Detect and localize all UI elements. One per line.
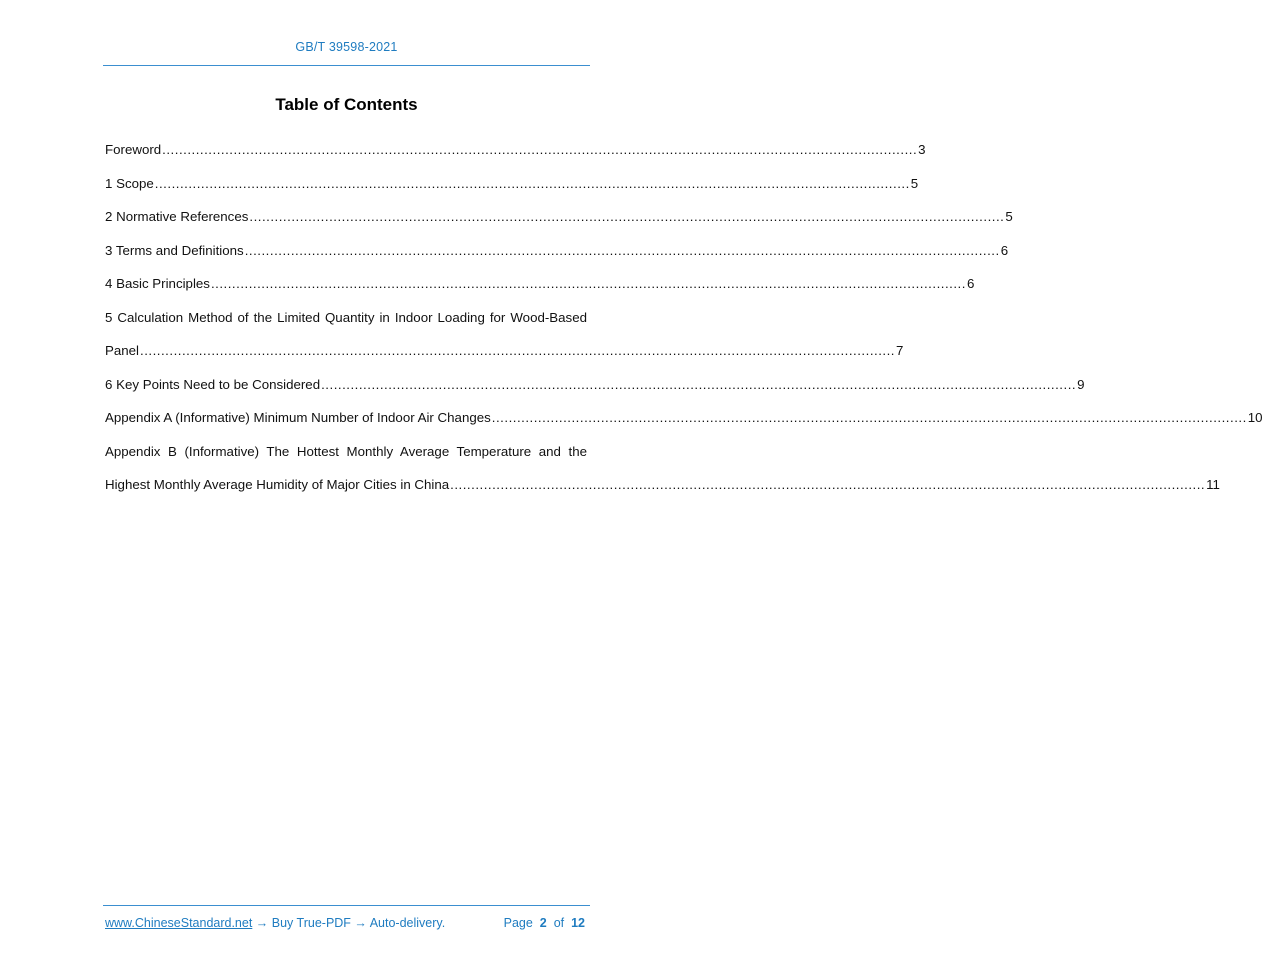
page-indicator: [504, 916, 585, 930]
current-page-number: 2: [539, 916, 547, 930]
toc-entry-terms-definitions[interactable]: [105, 234, 1009, 268]
toc-page-number: 5: [910, 175, 919, 191]
header-divider: [103, 65, 590, 66]
toc-leader-dots: ....................................................................................................................................................................................: [162, 142, 918, 157]
toc-page-number: 7: [896, 343, 904, 358]
toc-entry-label: 2 Normative References: [105, 209, 249, 224]
toc-entry-calculation-method[interactable]: [105, 334, 904, 368]
toc-entry-appendix-b-line1[interactable]: Appendix B (Informative) The Hottest Monthly Average Temperature and the: [105, 443, 587, 459]
toc-entry-label: 3 Terms and Definitions: [105, 242, 244, 258]
toc-page-number: 3: [918, 142, 926, 157]
toc-leader-dots: ....................................................................................................................................................................................: [450, 477, 1206, 492]
toc-entry-label: Highest Monthly Average Humidity of Major Cities in China: [105, 477, 450, 492]
toc-entry-label: Foreword: [105, 142, 162, 157]
toc-entry-label: Panel: [105, 343, 140, 358]
toc-entry-scope[interactable]: [105, 167, 919, 201]
toc-entry-basic-principles[interactable]: [105, 267, 975, 301]
page-title: Table of Contents: [275, 95, 418, 114]
toc-page-number: 6: [1000, 242, 1009, 258]
toc-entry-label: Appendix A (Informative) Minimum Number of Indoor Air Changes: [105, 410, 491, 425]
footer-promo: [105, 916, 445, 930]
toc-leader-dots: ....................................................................................................................................................................................: [140, 343, 895, 358]
toc-entry-appendix-a[interactable]: [105, 401, 1263, 435]
page-word: Page: [503, 916, 533, 930]
toc-leader-dots: ....................................................................................................................................................................................: [491, 410, 1247, 425]
toc-entry-appendix-b[interactable]: [105, 468, 1220, 502]
toc-leader-dots: ....................................................................................................................................................................................: [321, 376, 1077, 392]
toc-page-number: 6: [966, 276, 975, 291]
footer-divider: [103, 905, 590, 906]
toc-leader-dots: ....................................................................................................................................................................................: [244, 242, 1000, 258]
toc-page-number: 9: [1077, 376, 1085, 392]
toc-leader-dots: ....................................................................................................................................................................................: [210, 276, 966, 291]
toc-leader-dots: ....................................................................................................................................................................................: [154, 175, 910, 191]
toc-entry-calculation-method-line1[interactable]: 5 Calculation Method of the Limited Quantity in Indoor Loading for Wood-Based: [105, 309, 587, 325]
toc-entry-label: 4 Basic Principles: [105, 276, 210, 291]
table-of-contents: [105, 133, 1263, 502]
toc-entry-normative-references[interactable]: [105, 200, 1013, 234]
toc-entry-label: 6 Key Points Need to be Considered: [105, 376, 321, 392]
total-page-number: 12: [571, 916, 585, 930]
toc-page-number: 10: [1247, 410, 1263, 425]
toc-leader-dots: ....................................................................................................................................................................................: [249, 209, 1005, 224]
of-word: of: [553, 916, 565, 930]
toc-entry-label: 1 Scope: [105, 175, 154, 191]
site-link[interactable]: www.ChineseStandard.net: [105, 916, 253, 930]
toc-page-number: 11: [1206, 477, 1220, 492]
toc-entry-key-points[interactable]: [105, 368, 1085, 402]
document-header-code: GB/T 39598-2021: [295, 40, 398, 54]
toc-entry-foreword[interactable]: [105, 133, 926, 167]
footer-promo-text: → Buy True-PDF → Auto-delivery.: [252, 916, 446, 930]
toc-page-number: 5: [1005, 209, 1013, 224]
